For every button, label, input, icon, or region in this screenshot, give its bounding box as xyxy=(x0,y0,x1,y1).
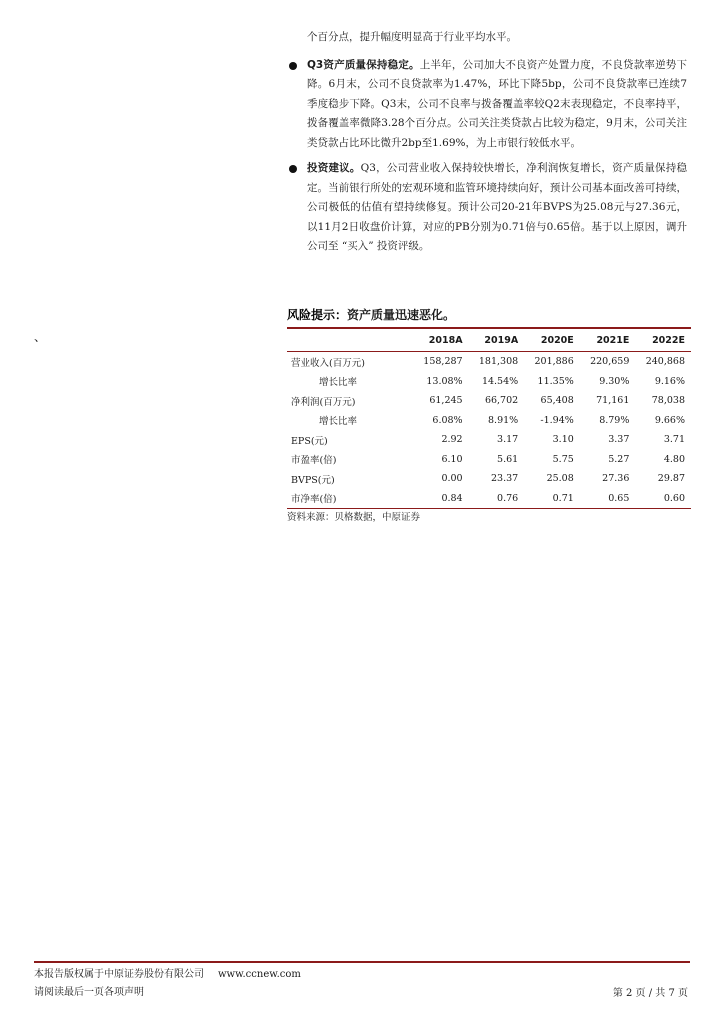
table-cell: -1.94% xyxy=(540,414,574,426)
footer-disclaimer: 请阅读最后一页各项声明 xyxy=(34,987,144,998)
row-label: 市净率(倍) xyxy=(291,494,337,506)
table-header-row xyxy=(287,328,691,352)
stray-mark: 、 xyxy=(34,330,47,344)
page-number: 第 2 页 / 共 7 页 xyxy=(612,988,688,999)
table-row xyxy=(287,469,691,489)
footer-divider xyxy=(34,961,690,963)
table-cell: 11.35% xyxy=(537,375,574,387)
table-header-cell: 2018A xyxy=(428,334,463,346)
table-header-cell: 2020E xyxy=(540,334,574,346)
table-row xyxy=(287,391,691,411)
table-cell: 13.08% xyxy=(426,375,463,387)
table-header-cell: 2022E xyxy=(652,334,685,346)
table-row xyxy=(287,352,691,372)
row-label: 市盈率(倍) xyxy=(291,455,337,467)
risk-text: 资产质量迅速恶化。 xyxy=(347,308,456,322)
table-cell: 0.71 xyxy=(552,492,574,504)
row-label: EPS(元) xyxy=(291,435,328,447)
risk-warning xyxy=(287,306,455,323)
table-cell: 8.91% xyxy=(488,414,519,426)
bullet-text: Q3，公司营业收入保持较快增长，净利润恢复增长，资产质量保持稳定。当前银行所处的宏观环境和监管环境持续向好，预计公司基本面改善可持续，公司极低的估值有望持续修复。预计公司20-21年BVPS为25.08元与27.36元，以11月2日收盘价计算，对应的PB分别为0.71倍与0.65倍。基于以上原因，调升公司至 “买入” 投资评级。 xyxy=(307,162,687,252)
table-cell: 78,038 xyxy=(651,395,685,407)
financial-forecast-table xyxy=(287,327,691,509)
table-row xyxy=(287,372,691,392)
report-body xyxy=(287,28,687,263)
row-label: 营业收入(百万元) xyxy=(291,357,365,369)
footer-url[interactable]: www.ccnew.com xyxy=(218,969,301,980)
table-cell: 5.27 xyxy=(608,453,630,465)
table-row xyxy=(287,489,691,509)
table-cell: 0.84 xyxy=(441,492,463,504)
row-label: BVPS(元) xyxy=(291,474,335,486)
footer xyxy=(34,966,301,1002)
table-cell: 3.71 xyxy=(663,434,685,446)
table-cell: 0.60 xyxy=(663,492,685,504)
table-cell: 220,659 xyxy=(590,356,630,368)
intro-line: 个百分点，提升幅度明显高于行业平均水平。 xyxy=(307,31,517,43)
table-cell: 61,245 xyxy=(429,395,463,407)
table-cell: 0.00 xyxy=(441,473,463,485)
table-source: 资料来源：贝格数据，中原证券 xyxy=(287,512,421,523)
table-cell: 5.61 xyxy=(497,453,519,465)
table-header-cell: 2019A xyxy=(484,334,519,346)
table-cell: 201,886 xyxy=(534,356,574,368)
table-cell: 181,308 xyxy=(478,356,519,368)
table-cell: 5.75 xyxy=(552,453,574,465)
risk-label: 风险提示： xyxy=(287,308,348,322)
table-cell: 27.36 xyxy=(602,473,630,485)
bullet-text: 上半年，公司加大不良资产处置力度，不良贷款率逆势下降。6月末，公司不良贷款率为1.47%，环比下降5bp，公司不良贷款率已连续7季度稳步下降。Q3末，公司不良率与拨备覆盖率较Q2末表现稳定，不良率持平，拨备覆盖率微降3.28个百分点。公司关注类贷款占比较为稳定，9月末，公司关注类贷款占比环比微升2bp至1.69%，为上市银行较低水平。 xyxy=(307,58,688,149)
table-cell: 71,161 xyxy=(596,395,630,407)
bullet-heading: Q3资产质量保持稳定。 xyxy=(307,58,420,71)
table-cell: 25.08 xyxy=(546,473,574,485)
table-cell: 3.37 xyxy=(608,434,630,446)
table-cell: 9.30% xyxy=(599,375,630,387)
table-cell: 9.16% xyxy=(654,375,685,387)
row-label: 增长比率 xyxy=(319,416,358,428)
footer-copyright: 本报告版权属于中原证券股份有限公司 xyxy=(34,969,204,980)
bullet-investment-advice xyxy=(287,159,687,257)
table-cell: 0.76 xyxy=(497,492,519,504)
table-row xyxy=(287,411,691,431)
table-row xyxy=(287,450,691,470)
table-header-cell xyxy=(287,328,413,352)
row-label: 增长比率 xyxy=(319,377,358,389)
table-cell: 14.54% xyxy=(481,375,519,387)
table-cell: 2.92 xyxy=(441,434,463,446)
table-cell: 6.10 xyxy=(441,453,463,465)
table-cell: 0.65 xyxy=(608,492,630,504)
table-cell: 4.80 xyxy=(663,453,685,465)
bullet-asset-quality xyxy=(287,56,687,154)
bullet-heading: 投资建议。 xyxy=(307,162,361,174)
table-cell: 6.08% xyxy=(432,414,463,426)
table-header-cell: 2021E xyxy=(596,334,630,346)
table-cell: 3.10 xyxy=(552,434,574,446)
table-cell: 29.87 xyxy=(657,473,685,485)
table-row xyxy=(287,430,691,450)
table-cell: 9.66% xyxy=(654,414,685,426)
bullet-dot-icon xyxy=(289,165,297,173)
table-cell: 158,287 xyxy=(423,356,463,368)
table-cell: 65,408 xyxy=(540,395,574,407)
table-cell: 240,868 xyxy=(645,356,685,368)
table-cell: 3.17 xyxy=(497,434,519,446)
table-cell: 66,702 xyxy=(484,395,519,407)
table-cell: 23.37 xyxy=(490,473,519,485)
bullet-dot-icon xyxy=(289,62,297,70)
table-cell: 8.79% xyxy=(599,414,630,426)
row-label: 净利润(百万元) xyxy=(291,396,356,408)
